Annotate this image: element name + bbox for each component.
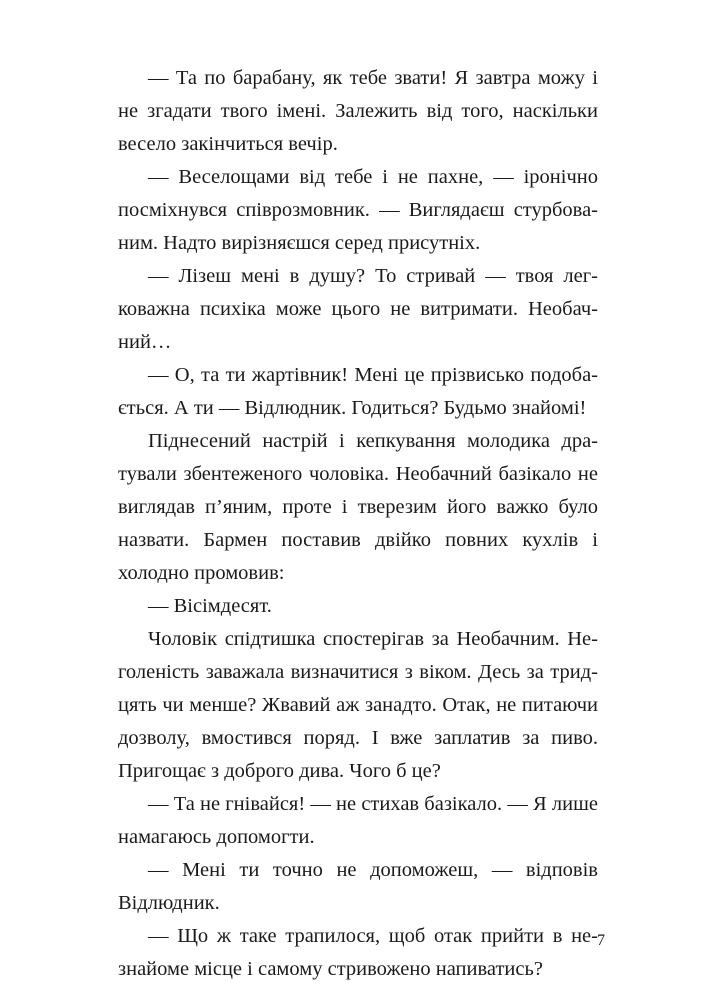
paragraph-10: — Що ж таке трапилося, щоб отак прийти в незнайоме місце і самому стривожено напиватись? <box>118 925 598 980</box>
paragraph-8: — Та не гнівайся! — не стихав базікало. — Я лише намагаюсь допомогти. <box>118 793 598 848</box>
paragraph-7: Чоловік спідтишка спостерігав за Необачним. Неголеність заважала визначитися з віком. Десь за тридцять чи менше? Жвавий аж занадто. Отак, не питаючи дозволу, вмостився поряд. І вже заплатив за пиво. Пригощає з доброго дива. Чого б це? <box>118 628 598 782</box>
paragraph-6: — Вісімдесят. <box>148 595 272 617</box>
paragraph-2: — Веселощами від тебе і не пахне, — іронічно посміхнувся співрозмовник. — Виглядаєш стурбованим. Надто вирізняєшся серед присутніх. <box>118 166 598 254</box>
paragraph-5: Піднесений настрій і кепкування молодика дратували збентеженого чоловіка. Необачний базікало не виглядав п’яним, проте і тверезим його важко було назвати. Бармен поставив двійко повних кухлів і холодно промовив: <box>118 430 598 584</box>
page-number: 7 <box>597 932 605 949</box>
paragraph-4: — О, та ти жартівник! Мені це прізвисько подобається. А ти — Відлюдник. Годиться? Будьмо знайомі! <box>118 364 598 419</box>
paragraph-1: — Та по барабану, як тебе звати! Я завтра можу і не згадати твого імені. Залежить від того, наскільки весело закінчиться вечір. <box>118 67 598 155</box>
paragraph-9: — Мені ти точно не допоможеш, — відповів Відлюдник. <box>118 859 598 914</box>
paragraph-3: — Лізеш мені в душу? То стривай — твоя легковажна психіка може цього не витримати. Необачний… <box>118 265 598 353</box>
page-text <box>118 62 598 986</box>
